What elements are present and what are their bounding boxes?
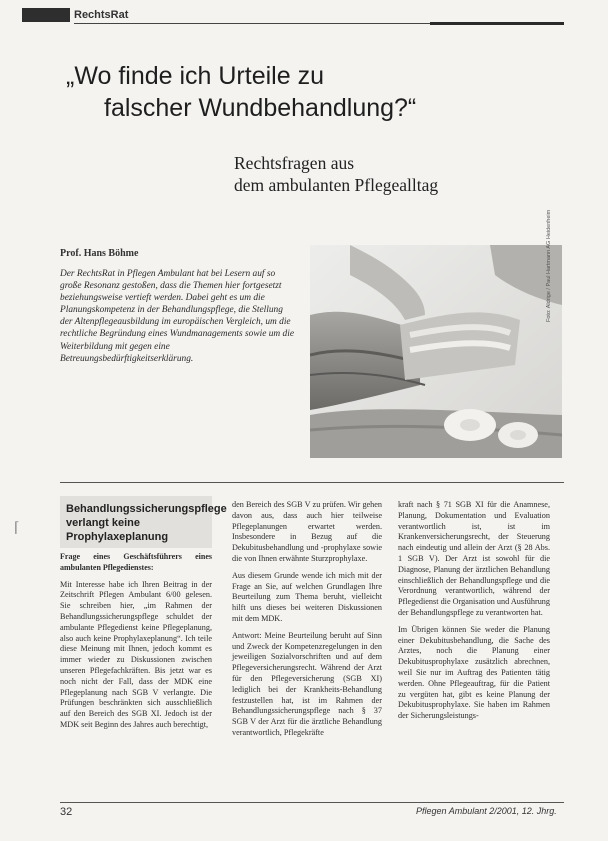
column-2-paragraph-1: den Bereich des SGB V zu prüfen. Wir gehen davon aus, dass auch hier teilweise Pflegeplanungen erwartet werden. Insbesondere in Bezug auf die Dekubitusbehandlung und -prophylaxe sowie die von Ihnen erwähnte Sturzprophylaxe. bbox=[232, 500, 382, 563]
title-line-2: falscher Wundbehandlung?“ bbox=[104, 94, 417, 122]
column-rule bbox=[60, 482, 564, 483]
column-2-paragraph-3: Antwort: Meine Beurteilung beruht auf Sinn und Zweck der Kompetenzregelungen in den jeweiligen Sozialvorschriften und auf dem Pflegeversicherungsrecht. Während der Arzt für den Pflegeversicherung (SGB XI) lediglich bei der Krankheits-Behandlung festzustellen hat, ist im Rahmen der Behandlungssicherungspflege nach § 37 SGB V der Arzt für die ärztliche Behandlung verantwortlich, Pflegekräfte bbox=[232, 630, 382, 737]
subtitle-line-1: Rechtsfragen aus bbox=[234, 153, 355, 173]
photo-illustration bbox=[310, 245, 562, 458]
body-column-2 bbox=[232, 500, 382, 745]
column-3-paragraph-1: kraft nach § 71 SGB XI für die Anamnese, Planung, Dokumentation und Evaluation verantwortlich ist, ist im Krankenversicherungsrecht, der Steuerung nach eindeutig und allein der Arzt (§ 28 Abs. 1 SGB V). Der Arzt ist sowohl für die Diagnose, Planung der ärztlichen Behandlung einschließlich der Behandlungspflege und die Verordnung verantwortlich, während der Pflegedienst die Organisation und Ausführung der Behandlungspflege zu verantworten hat. bbox=[398, 500, 550, 617]
title-line-1: „Wo finde ich Urteile zu bbox=[66, 62, 324, 90]
column-2-paragraph-2: Aus diesem Grunde wende ich mich mit der Frage an Sie, auf welchen Grundlagen Ihre Beurteilung zum Thema beruht, vielleicht hilft uns dieses bei weiteren Diskussionen mit dem MDK. bbox=[232, 570, 382, 623]
page-number: 32 bbox=[60, 806, 73, 818]
body-column-1 bbox=[60, 552, 212, 737]
subtitle-line-2: dem ambulanten Pflegealltag bbox=[234, 175, 439, 195]
article-photo bbox=[310, 245, 562, 458]
sidebar-box-title: Behandlungssicherungspflege verlangt keine Prophylaxeplanung bbox=[66, 503, 227, 543]
column-1-text: Mit Interesse habe ich Ihren Beitrag in der Zeitschrift Pflegen Ambulant 6/00 gelesen. Sie schreiben hier, „im Rahmen der Behandlungssicherungspflege schuldet der ambulante Pflegedienst keine Pflegeplanung, also auch keine Prophylaxeplanung“. Ich teile diese Meinung mit Ihnen, jedoch kommt es immer wieder zu Diskussionen zwischen unseren Pflegefachkräften. Bis jetzt war es noch nicht der Fall, dass der MDK eine Pflegeplanung nach SGB V verlangte. Die Prüfungen beschränkten sich ausschließlich auf den Bereich des SGB XI. Jedoch ist der MDK seit Beginn des Jahres auch berechtigt, bbox=[60, 579, 212, 729]
column-3-paragraph-2: Im Übrigen können Sie weder die Planung einer Dekubitusbehandlung, die Sache des Arztes, noch die Planung einer Dekubitusprophylaxe zusätzlich abrechnen, weil Sie nur im Auftrag des Patienten tätig werden. Ohne Pflegeauftrag, für die Patient zu vergüten hat, gibt es keine Planung der Dekubitusprophylaxe. Sie haben im Rahmen der Sicherungsleistungs- bbox=[398, 624, 550, 721]
article-subtitle bbox=[234, 152, 534, 196]
author-byline: Prof. Hans Böhme bbox=[60, 248, 139, 259]
photo-credit: Foto: Aldrige / Paul Hartmann AG Heidenheim bbox=[546, 209, 552, 322]
reader-question-label: Frage eines Geschäftsführers eines ambulanten Pflegedienstes: bbox=[60, 552, 212, 572]
footer-rule bbox=[60, 802, 564, 803]
section-label: RechtsRat bbox=[74, 9, 129, 21]
lead-paragraph: Der RechtsRat in Pflegen Ambulant hat bei Lesern auf so große Resonanz gestoßen, dass die Themen hier fortgesetzt beziehungsweise vertieft werden. Dabei geht es um die Planungskompetenz in der Behandlungspflege, die Stellung der Altenpflegeausbildung im europäischen Vergleich, um die rechtliche Begründung eines Wundmanagements sowie um die Weiterbildung mit gegen eine Betreuungsbedürftigkeitserklärung. bbox=[60, 269, 294, 364]
section-marker bbox=[22, 8, 70, 22]
journal-reference: Pflegen Ambulant 2/2001, 12. Jhrg. bbox=[416, 806, 557, 816]
header-rule-accent bbox=[430, 22, 564, 25]
body-column-3 bbox=[398, 500, 550, 728]
article-title bbox=[60, 60, 570, 124]
crop-mark-icon: ⌈ bbox=[14, 521, 20, 536]
